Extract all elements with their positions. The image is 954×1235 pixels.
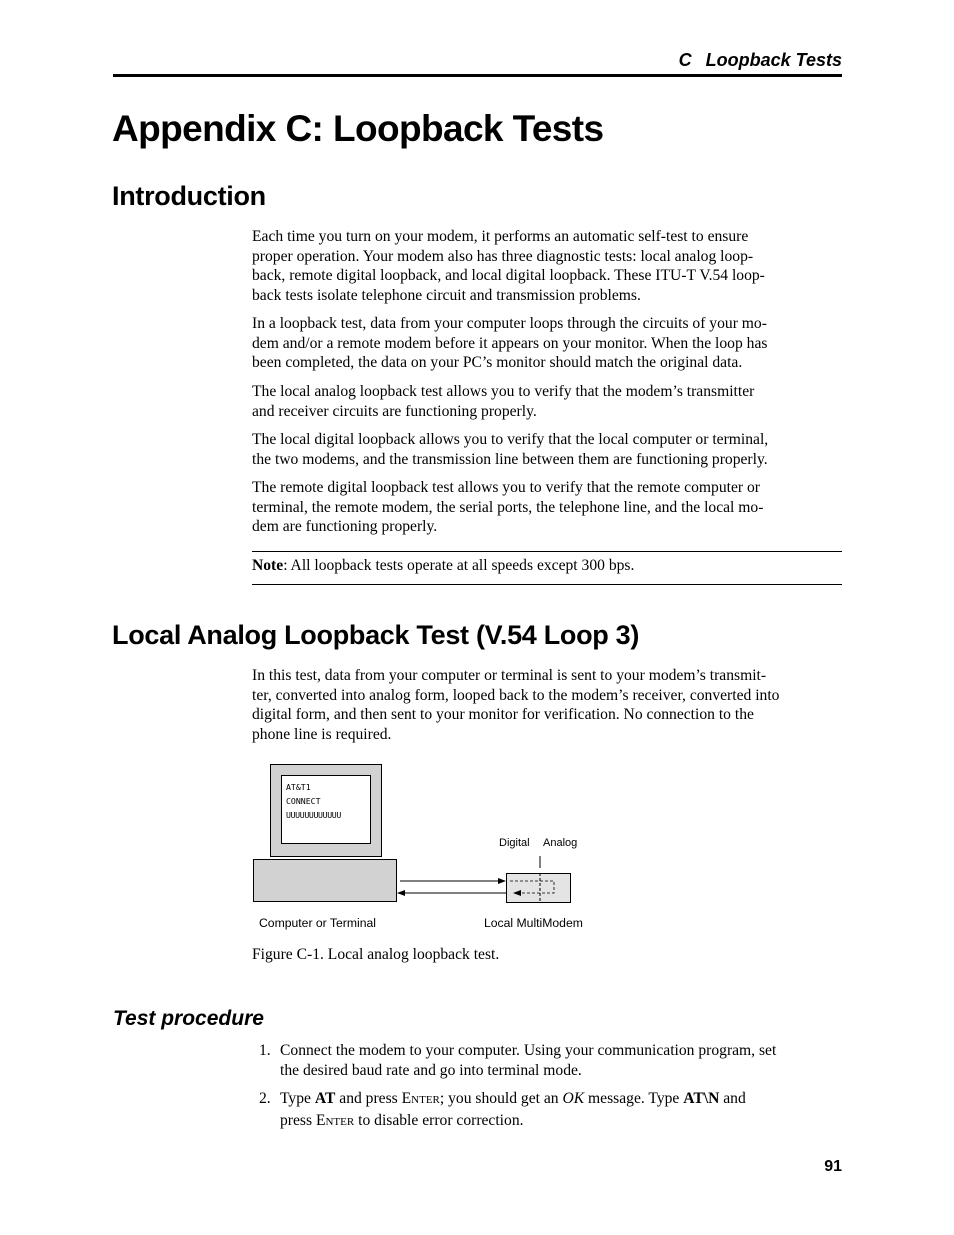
header-title: Loopback Tests xyxy=(705,50,842,70)
command-at: AT xyxy=(314,1090,336,1107)
header-chapter: C xyxy=(678,50,692,70)
text-run: ; you should get an xyxy=(439,1090,563,1107)
text-line xyxy=(280,1089,844,1111)
text-line: digital form, and then sent to your monitor for verification. No connection to the xyxy=(252,706,754,724)
text-line: back tests isolate telephone circuit and transmission problems. xyxy=(252,286,641,304)
diagram-lines xyxy=(252,760,612,940)
screen-line: UUUUUUUUUUUU xyxy=(286,810,341,820)
label-local-multimodem: Local MultiModem xyxy=(484,916,583,930)
test-procedure-heading: Test procedure xyxy=(113,1007,264,1030)
text-line: ter, converted into analog form, looped back to the modem’s receiver, converted into xyxy=(252,686,780,704)
text-line: dem and/or a remote modem before it appears on your monitor. When the loop has xyxy=(252,334,768,352)
local-analog-heading: Local Analog Loopback Test (V.54 Loop 3) xyxy=(112,620,640,650)
running-header xyxy=(113,50,842,72)
step-number: 1. xyxy=(259,1042,271,1059)
text-line: proper operation. Your modem also has three diagnostic tests: local analog loop- xyxy=(252,247,754,265)
note-box xyxy=(252,551,842,585)
page-title: Appendix C: Loopback Tests xyxy=(112,108,604,149)
intro-paragraph-4 xyxy=(252,430,844,469)
page-number: 91 xyxy=(824,1158,842,1175)
step-number: 2. xyxy=(259,1090,271,1107)
enter-key xyxy=(402,1090,440,1107)
text-run: and press xyxy=(335,1090,402,1107)
label-digital: Digital xyxy=(499,837,530,849)
figure-caption: Figure C-1. Local analog loopback test. xyxy=(252,946,500,963)
intro-paragraph-5 xyxy=(252,478,844,537)
text-line: the two modems, and the transmission line between them are functioning properly. xyxy=(252,450,768,468)
loopback-diagram xyxy=(252,760,612,940)
note-text: : All loopback tests operate at all speeds except 300 bps. xyxy=(283,557,635,574)
text-line: back, remote digital loopback, and local digital loopback. These ITU-T V.54 loop- xyxy=(252,267,765,285)
loopback-path xyxy=(510,881,554,893)
text-run: message. Type xyxy=(584,1090,684,1107)
enter-key-rest: NTER xyxy=(325,1115,355,1128)
header-rule xyxy=(113,74,842,77)
intro-paragraph-2 xyxy=(252,314,844,373)
text-run: Type xyxy=(280,1090,315,1107)
note-label: Note xyxy=(252,557,284,574)
text-line: Each time you turn on your modem, it performs an automatic self-test to ensure xyxy=(252,228,749,245)
label-computer-or-terminal: Computer or Terminal xyxy=(259,916,376,930)
enter-key-initial: E xyxy=(401,1090,412,1107)
text-line: phone line is required. xyxy=(252,725,392,743)
text-line: the desired baud rate and go into terminal mode. xyxy=(280,1061,582,1079)
screen-line: AT&T1 xyxy=(286,782,311,792)
label-analog: Analog xyxy=(543,837,578,849)
intro-paragraph-1 xyxy=(252,227,844,305)
text-run: press xyxy=(280,1111,316,1129)
text-run: and xyxy=(719,1090,746,1107)
introduction-heading: Introduction xyxy=(112,181,266,211)
text-line: dem are functioning properly. xyxy=(252,518,438,536)
enter-key-initial: E xyxy=(315,1111,326,1129)
screen-line: CONNECT xyxy=(286,796,321,806)
text-line: Connect the modem to your computer. Using your communication program, set xyxy=(280,1042,777,1059)
text-line: The remote digital loopback test allows you to verify that the remote computer or xyxy=(252,479,760,496)
command-at-n: AT\N xyxy=(683,1090,720,1107)
text-line: The local digital loopback allows you to verify that the local computer or terminal, xyxy=(252,431,769,448)
local-analog-paragraph xyxy=(252,666,844,744)
text-line xyxy=(280,1111,844,1133)
text-line: In this test, data from your computer or terminal is sent to your modem’s transmit- xyxy=(252,667,767,684)
intro-paragraph-3 xyxy=(252,382,844,421)
ok-message: OK xyxy=(562,1090,585,1107)
text-line: In a loopback test, data from your computer loops through the circuits of your mo- xyxy=(252,315,767,332)
text-line: terminal, the remote modem, the serial ports, the telephone line, and the local mo- xyxy=(252,498,764,516)
text-line: The local analog loopback test allows you to verify that the modem’s transmitter xyxy=(252,383,755,400)
enter-key xyxy=(316,1112,354,1129)
text-line: and receiver circuits are functioning properly. xyxy=(252,402,537,420)
text-run: to disable error correction. xyxy=(354,1111,524,1129)
text-line: been completed, the data on your PC’s monitor should match the original data. xyxy=(252,354,743,372)
enter-key-rest: NTER xyxy=(411,1094,440,1106)
